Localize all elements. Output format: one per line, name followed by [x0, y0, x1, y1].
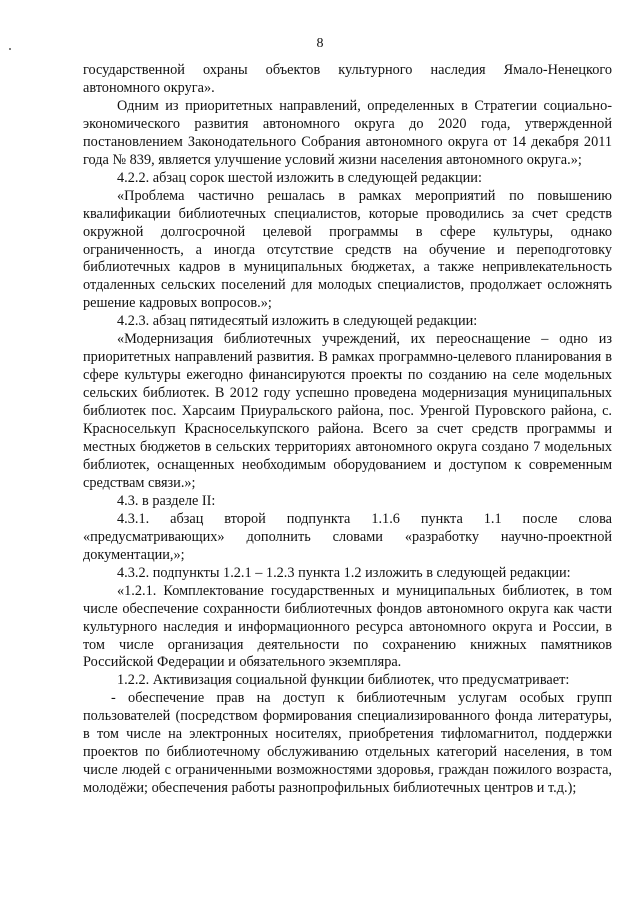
paragraph-strategy: Одним из приоритетных направлений, определенных в Стратегии социально-экономического развития автономного округа до 2020 года, утвержденной постановлением Законодательного Собрания автономного округа от 14 декабря 2011 года № 839, является улучшение условий жизни населения автономного округа.»; [83, 97, 612, 168]
paragraph-quote-modernization: «Модернизация библиотечных учреждений, их переоснащение – одно из приоритетных направлений развития. В рамках программно-целевого планирования в сфере культуры ежегодно финансируются проекты по созданию на селе модельных сельских библиотек. В 2012 году успешно проведена модернизация муниципальных библиотек пос. Харсаим Приуральского района, пос. Уренгой Пуровского района, с. Красноселькуп Красноселькупского района. Всего за счет средств программы и местных бюджетов в сельских территориях автономного округа создано 7 модельных библиотек, оснащенных необходимым оборудованием и доступом к современным средствам связи.»; [83, 331, 612, 491]
paragraph-4-3: 4.3. в разделе II: [117, 492, 216, 509]
paragraph-4-3-2: 4.3.2. подпункты 1.2.1 – 1.2.3 пункта 1.2 изложить в следующей редакции: [117, 564, 571, 581]
paragraph-1-2-1: «1.2.1. Комплектование государственных и муниципальных библиотек, в том числе обеспечение сохранности библиотечных фондов автономного округа как части культурного наследия и информационного ресурса автономного округа и России, в том числе организация деятельности по сохранению книжных памятников Российской Федерации и обязательного экземпляра. [83, 582, 612, 671]
paragraph-quote-problem: «Проблема частично решалась в рамках мероприятий по повышению квалификации библиотечных специалистов, которые проводились за счет средств окружной долгосрочной целевой программы в сфере культуры, однако ограниченность, а иногда отсутствие средств на обучение и переподготовку библиотечных кадров в муниципальных бюджетах, а также непривлекательность отдаленных сельских поселений для молодых специалистов, продолжает осложнять решение кадровых вопросов.»; [83, 187, 612, 312]
paragraph-4-2-2: 4.2.2. абзац сорок шестой изложить в следующей редакции: [117, 169, 482, 186]
paragraph-1-2-2: 1.2.2. Активизация социальной функции библиотек, что предусматривает: [117, 672, 570, 689]
document-body [83, 62, 612, 798]
paragraph-4-2-3: 4.2.3. абзац пятидесятый изложить в следующей редакции: [117, 313, 478, 330]
paragraph-4-3-1: 4.3.1. абзац второй подпункта 1.1.6 пункта 1.1 после слова «предусматривающих» дополнить словами «разработку научно-проектной документации,»; [83, 510, 612, 563]
paragraph-list-item: - обеспечение прав на доступ к библиотечным услугам особых групп пользователей (посредством формирования специализированного фонда литературы, в том числе на электронных носителях, приобретения тифломагнитол, поддержки проектов по библиотечному обслуживанию отдельных категорий населения, в том числе людей с ограниченными возможностями здоровья, граждан пожилого возраста, молодёжи; обеспечения работы разнопрофильных библиотечных центров и т.д.); [83, 690, 612, 797]
page-number: 8 [316, 36, 324, 51]
paragraph-continuation: государственной охраны объектов культурного наследия Ямало-Ненецкого автономного округа». [83, 62, 612, 96]
